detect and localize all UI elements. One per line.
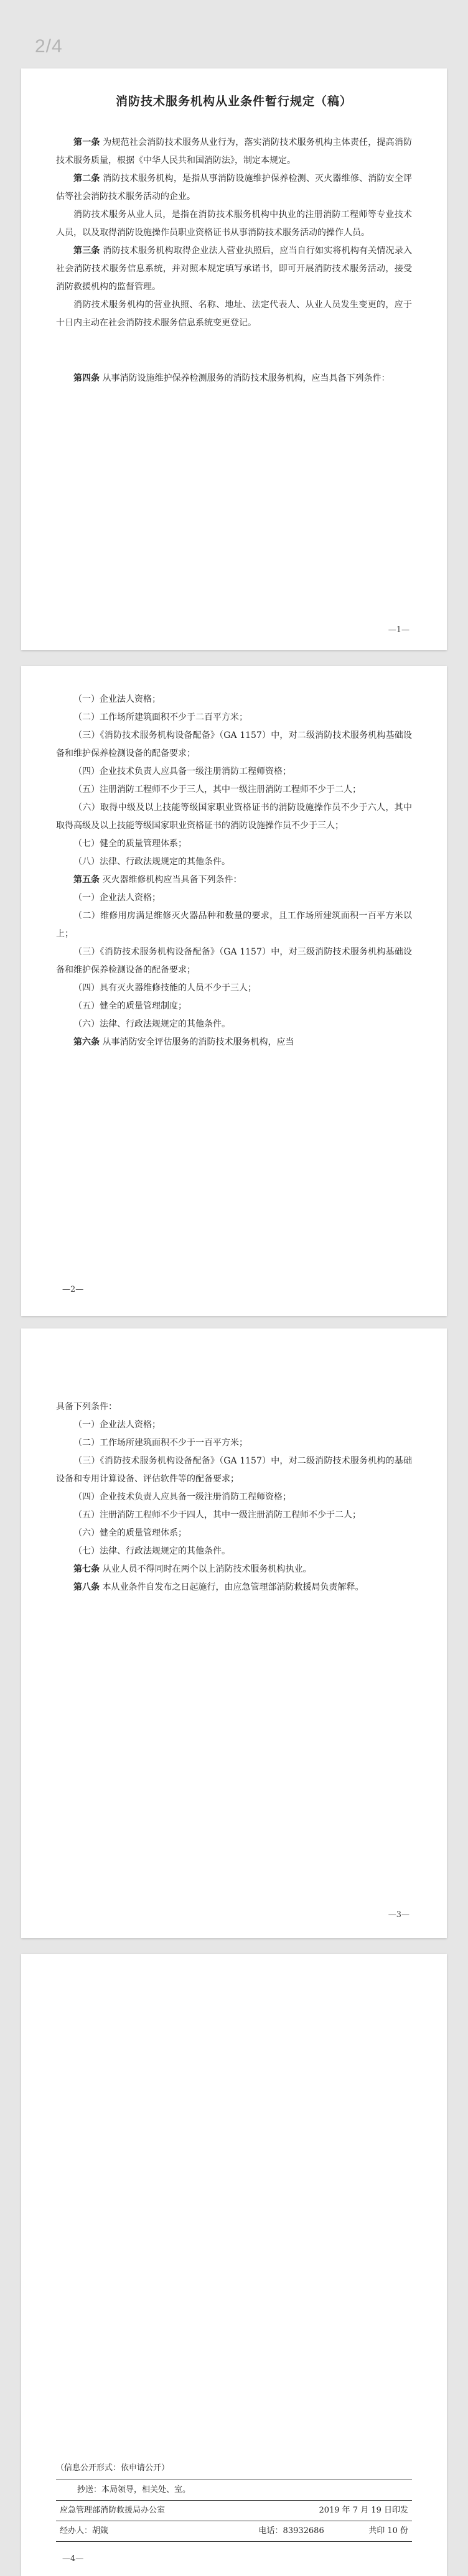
article-lead: 第八条 [73, 1582, 100, 1592]
page-counter: 2/4 [35, 36, 63, 57]
paragraph-text: （二）工作场所建筑面积不少于一百平方米； [73, 1438, 248, 1448]
paragraph-text: 消防技术服务从业人员，是指在消防技术服务机构中执业的注册消防工程师等专业技术人员，以及取得消防设施操作员职业资格证书从事消防技术服务活动的操作人员。 [56, 210, 412, 238]
handler-row [56, 2521, 412, 2542]
paragraph [56, 835, 412, 853]
paragraph [56, 799, 412, 835]
paragraph-text: （七）法律、行政法规规定的其他条件。 [73, 1546, 230, 1556]
page-3-paragraphs [56, 1416, 412, 1597]
document-footer [56, 2461, 412, 2542]
paragraph [56, 1452, 412, 1488]
paragraph-text: （三）《消防技术服务机构设备配备》（GA 1157）中，对三级消防技术服务机构基础设备和维护保养检测设备的配备要求； [56, 947, 412, 975]
issue-date: 2019 年 7 月 19 日印发 [319, 2506, 408, 2515]
page-number: —4— [62, 2554, 84, 2564]
page-3-content [56, 1398, 412, 1597]
paragraph-text: （五）注册消防工程师不少于四人，其中一级注册消防工程师不少于二人； [73, 1510, 361, 1520]
page-number: —1— [388, 625, 410, 635]
article-lead: 第七条 [73, 1564, 100, 1574]
paragraph [56, 1434, 412, 1452]
copies-text: 共印 10 份 [368, 2526, 408, 2536]
cc-row [56, 2480, 412, 2500]
paragraph-text: （四）企业技术负责人应具备一级注册消防工程师资格； [73, 767, 291, 777]
paragraph [56, 907, 412, 943]
paragraph-text: （四）企业技术负责人应具备一级注册消防工程师资格； [73, 1492, 291, 1502]
paragraph-text: （二）维修用房满足维修灭火器品种和数量的要求，且工作场所建筑面积一百平方米以上； [56, 911, 412, 939]
paragraph [56, 1524, 412, 1542]
paragraph [56, 943, 412, 979]
paragraph [56, 997, 412, 1015]
paragraph-text: （一）企业法人资格； [73, 1420, 161, 1430]
paragraph [56, 1542, 412, 1561]
paragraph-text: （六）法律、行政法规规定的其他条件。 [73, 1019, 230, 1029]
paragraph [56, 979, 412, 997]
paragraph [56, 871, 412, 889]
article-4-text: 从事消防设施维护保养检测服务的消防技术服务机构，应当具备下列条件： [102, 373, 390, 383]
paragraph-text: （一）企业法人资格； [73, 694, 161, 704]
paragraph [56, 134, 412, 170]
continuation-text: 具备下列条件： [56, 1402, 117, 1412]
paragraph-text: 灭火器维修机构应当具备下列条件： [102, 875, 242, 885]
cc-text: 抄送：本局领导，相关处、室。 [77, 2485, 191, 2494]
page-1-content [56, 92, 412, 388]
paragraph-text: 消防技术服务机构的营业执照、名称、地址、法定代表人、从业人员发生变更的，应于十日内主动在社会消防技术服务信息系统变更登记。 [56, 300, 412, 328]
paragraph-text: （三）《消防技术服务机构设备配备》（GA 1157）中，对二级消防技术服务机构的基础设备和专用计算设备、评估软件等的配备要求； [56, 1456, 412, 1484]
document-page-2 [21, 666, 447, 1316]
issuer-text: 应急管理部消防救援局办公室 [60, 2506, 166, 2515]
document-page-4 [21, 1954, 447, 2576]
paragraph [56, 1488, 412, 1506]
paragraph-text: （四）具有灭火器维修技能的人员不少于三人； [73, 983, 256, 993]
paragraph-text: 从事消防安全评估服务的消防技术服务机构，应当 [102, 1037, 294, 1047]
paragraph [56, 1034, 412, 1052]
paragraph [56, 763, 412, 781]
paragraph [56, 1416, 412, 1434]
paragraph [56, 170, 412, 206]
article-4 [56, 370, 412, 388]
handler-text: 经办人：胡箴 [60, 2526, 109, 2536]
paragraph [56, 1561, 412, 1579]
paragraph-text: 本从业条件自发布之日起施行，由应急管理部消防救援局负责解释。 [102, 1582, 364, 1592]
issuer-row [56, 2500, 412, 2521]
paragraph-text: （七）健全的质量管理体系； [73, 839, 187, 849]
paragraph-text: 消防技术服务机构取得企业法人营业执照后，应当自行如实将机构有关情况录入社会消防技术服务信息系统，并对照本规定填写承诺书，即可开展消防技术服务活动，接受消防救援机构的监督管理。 [56, 246, 413, 292]
article-lead: 第五条 [73, 875, 100, 885]
paragraph [56, 1579, 412, 1597]
paragraph-text: （二）工作场所建筑面积不少于二百平方米； [73, 712, 248, 722]
paragraph [56, 781, 412, 799]
paragraph [56, 853, 412, 871]
paragraph [56, 889, 412, 907]
disclosure-note: （信息公开形式：依申请公开） [56, 2463, 170, 2473]
paragraph [56, 1506, 412, 1524]
page-2-content [56, 691, 412, 1052]
paragraph [56, 709, 412, 727]
paragraph-text: 消防技术服务机构，是指从事消防设施维护保养检测、灭火器维修、消防安全评估等社会消防技术服务活动的企业。 [56, 174, 413, 202]
page-1-paragraphs [56, 134, 412, 332]
paragraph [56, 296, 412, 332]
document-title: 消防技术服务机构从业条件暂行规定（稿） [115, 95, 352, 108]
paragraph-text: （六）健全的质量管理体系； [73, 1528, 187, 1538]
phone-text: 电话：83932686 [258, 2526, 324, 2536]
article-lead: 第六条 [73, 1037, 100, 1047]
page-number: —3— [388, 1910, 410, 1920]
paragraph [56, 727, 412, 763]
paragraph-text: 为规范社会消防技术服务从业行为，落实消防技术服务机构主体责任，提高消防技术服务质量，根据《中华人民共和国消防法》，制定本规定。 [56, 138, 413, 166]
paragraph-text: （六）取得中级及以上技能等级国家职业资格证书的消防设施操作员不少于六人，其中取得高级及以上技能等级国家职业资格证书的消防设施操作员不少于三人； [56, 803, 412, 831]
paragraph-text: （三）《消防技术服务机构设备配备》（GA 1157）中，对二级消防技术服务机构基础设备和维护保养检测设备的配备要求； [56, 730, 412, 758]
paragraph [56, 1015, 412, 1034]
paragraph [56, 206, 412, 242]
article-lead: 第三条 [73, 246, 100, 256]
page-2-paragraphs [56, 691, 412, 1052]
paragraph-text: （一）企业法人资格； [73, 893, 161, 903]
paragraph-text: （五）注册消防工程师不少于三人，其中一级注册消防工程师不少于二人； [73, 785, 361, 795]
paragraph-text: （八）法律、行政法规规定的其他条件。 [73, 857, 230, 867]
article-lead: 第一条 [73, 138, 100, 147]
paragraph-text: （五）健全的质量管理制度； [73, 1001, 187, 1011]
document-page-1 [21, 68, 447, 650]
document-page-3 [21, 1328, 447, 1938]
paragraph-text: 从业人员不得同时在两个以上消防技术服务机构执业。 [102, 1564, 312, 1574]
paragraph [56, 242, 412, 296]
article-lead: 第二条 [73, 174, 100, 184]
article-4-lead: 第四条 [73, 373, 100, 383]
paragraph [56, 691, 412, 709]
page-number: —2— [62, 1285, 84, 1294]
